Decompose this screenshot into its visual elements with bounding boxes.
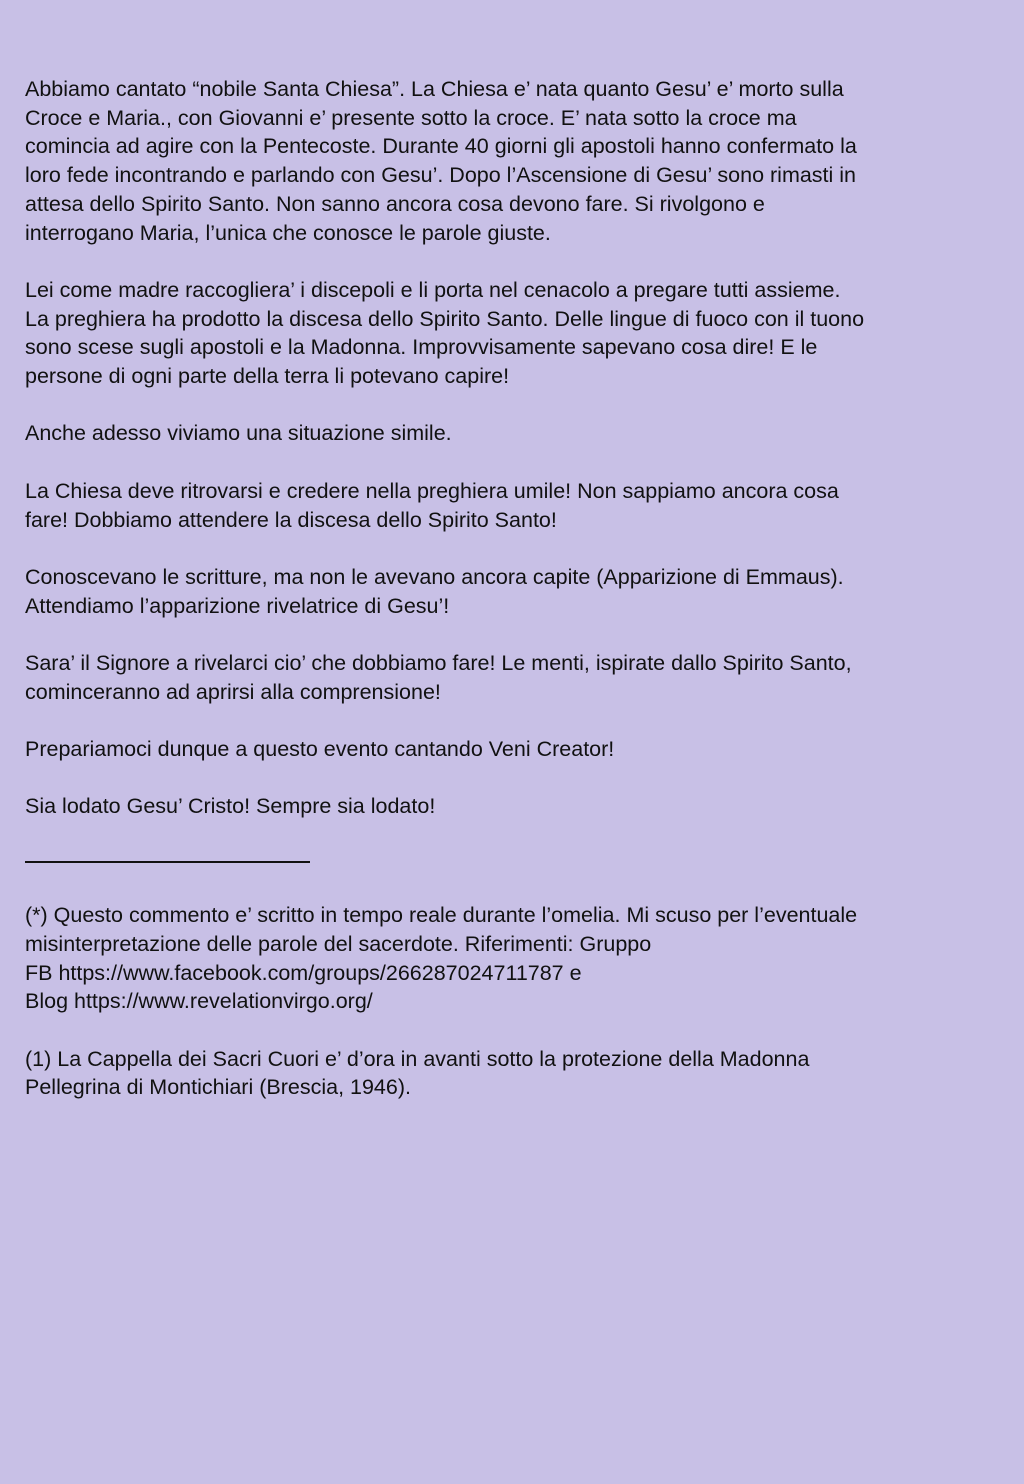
document-body <box>25 75 1010 1131</box>
footnote-divider <box>25 861 310 863</box>
footnotes <box>25 901 1010 1102</box>
paragraph-preghiera-umile: La Chiesa deve ritrovarsi e credere nella preghiera umile! Non sappiamo ancora cosa fare! Dobbiamo attendere la discesa dello Spirito Santo! <box>25 478 839 532</box>
paragraph-veni-creator: Prepariamoci dunque a questo evento cantando Veni Creator! <box>25 737 615 762</box>
paragraph-rivelarci: Sara’ il Signore a rivelarci cio’ che dobbiamo fare! Le menti, ispirate dallo Spirito Santo, cominceranno ad aprirsi alla comprensione! <box>25 650 852 704</box>
paragraph-chiesa-nata: Abbiamo cantato “nobile Santa Chiesa”. La Chiesa e’ nata quanto Gesu’ e’ morto sulla Croce e Maria., con Giovanni e’ presente sotto la croce. E’ nata sotto la croce ma comincia ad agire con la Pentecoste. Durante 40 giorni gli apostoli hanno confermato la loro fede incontrando e parlando con Gesu’. Dopo l’Ascensione di Gesu’ sono rimasti in attesa dello Spirito Santo. Non sanno ancora cosa devono fare. Si rivolgono e interrogano Maria, l’unica che conosce le parole giuste. <box>25 77 857 245</box>
paragraph-situazione-simile: Anche adesso viviamo una situazione simile. <box>25 421 452 446</box>
footnote-omelia: (*) Questo commento e’ scritto in tempo reale durante l’omelia. Mi scuso per l’eventuale misinterpretazione delle parole del sacerdote. Riferimenti: Gruppo FB https://www.facebook.com/groups/266287024711787 e Blog https://www.revelationvirgo.org/ <box>25 903 858 1014</box>
footnote-cappella: (1) La Cappella dei Sacri Cuori e’ d’ora in avanti sotto la protezione della Madonna Pellegrina di Montichiari (Brescia, 1946). <box>25 1046 810 1100</box>
paragraph-sia-lodato: Sia lodato Gesu’ Cristo! Sempre sia lodato! <box>25 794 436 819</box>
paragraph-emmaus: Conoscevano le scritture, ma non le avevano ancora capite (Apparizione di Emmaus). Attendiamo l’apparizione rivelatrice di Gesu’! <box>25 564 844 618</box>
paragraph-cenacolo: Lei come madre raccogliera’ i discepoli e li porta nel cenacolo a pregare tutti assieme. La preghiera ha prodotto la discesa dello Spirito Santo. Delle lingue di fuoco con il tuono sono scese sugli apostoli e la Madonna. Improvvisamente sapevano cosa dire! E le persone di ogni parte della terra li potevano capire! <box>25 277 865 389</box>
